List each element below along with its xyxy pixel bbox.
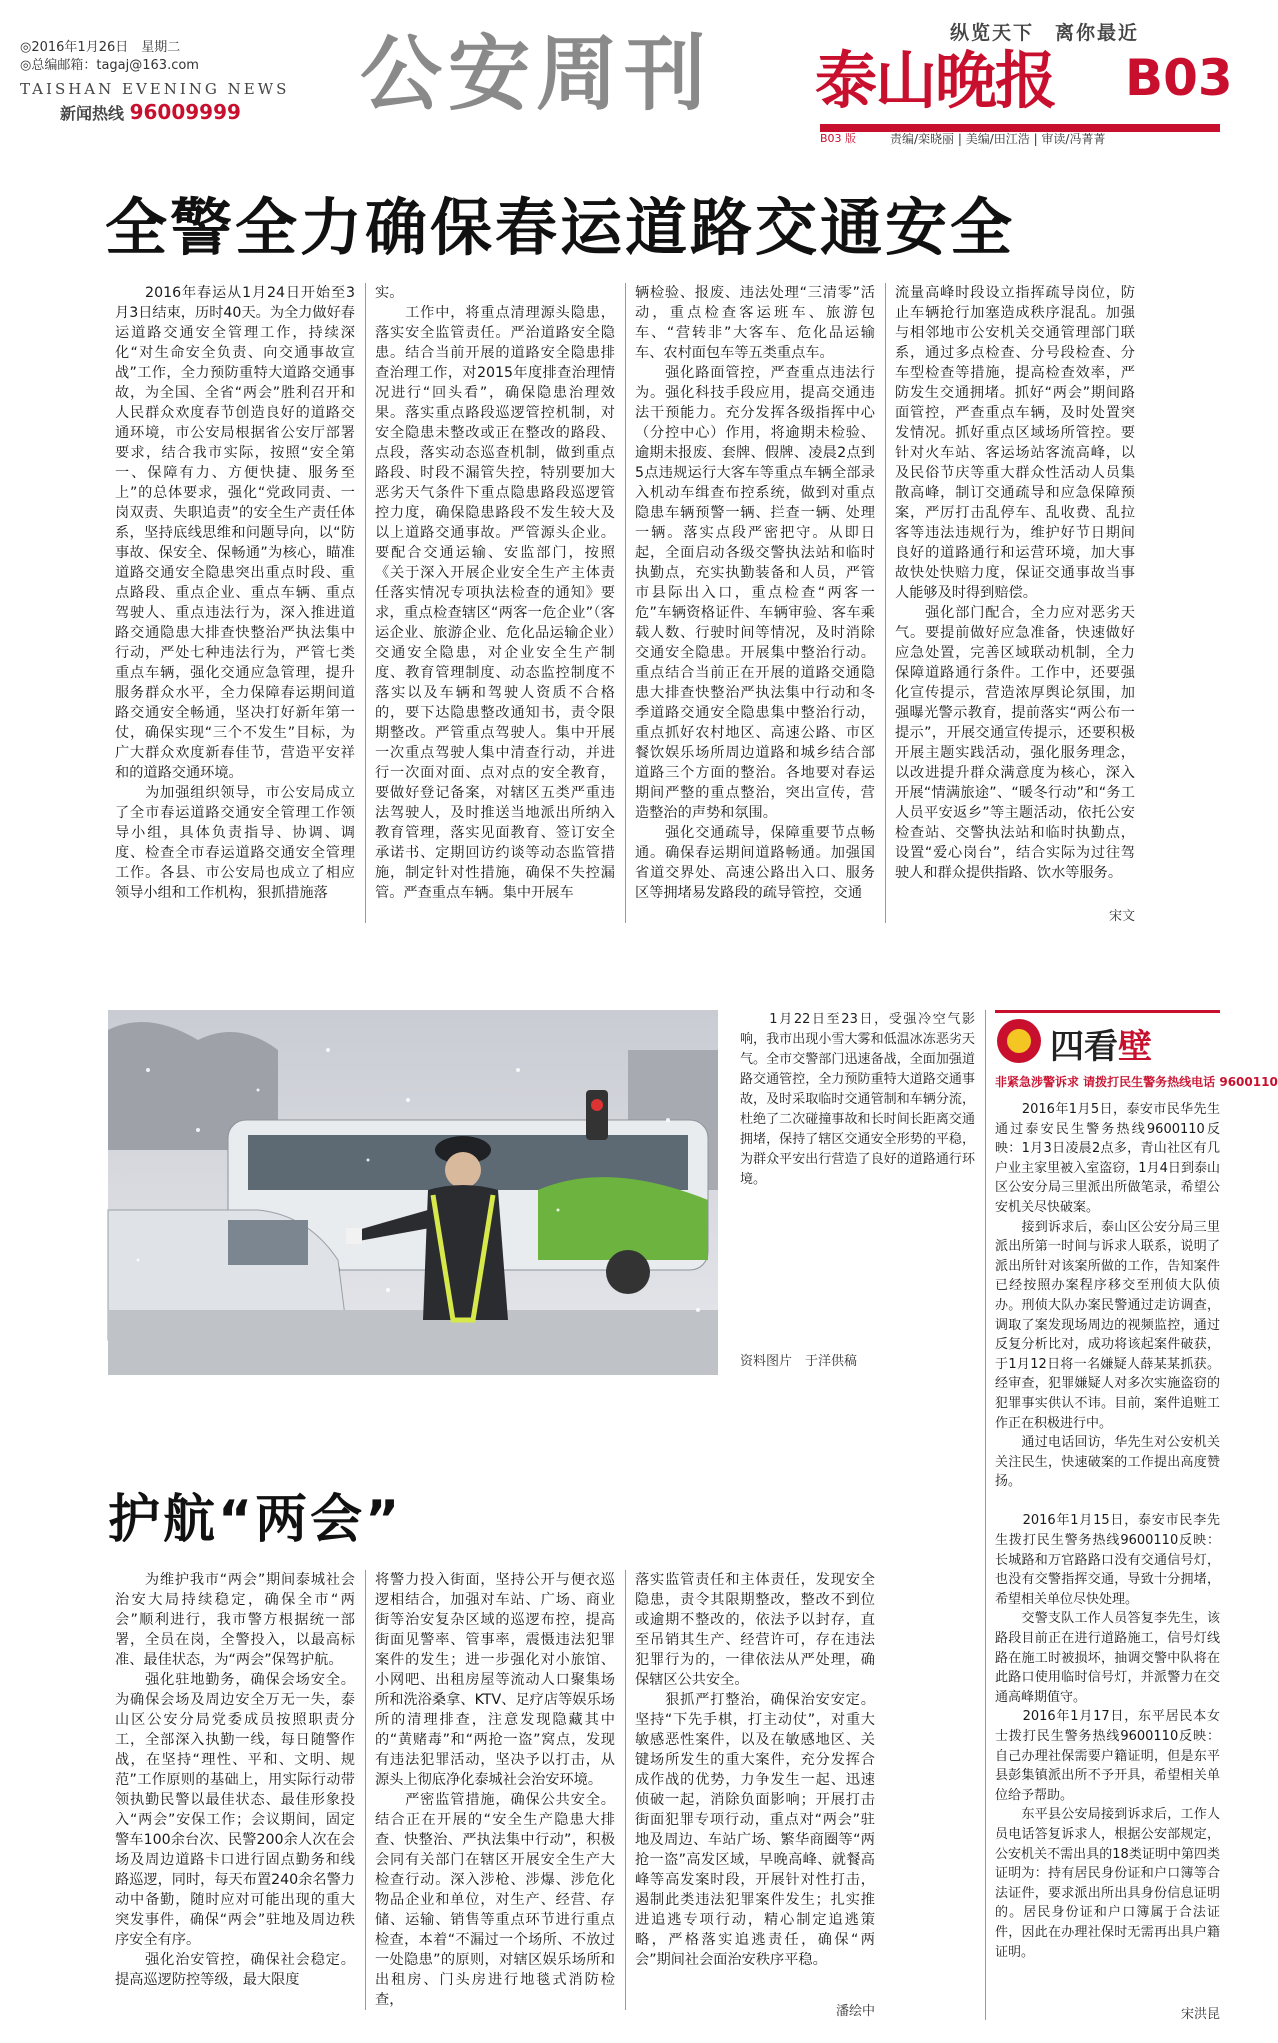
article2-column-2: 将警力投入街面，坚持公开与便衣巡逻相结合，加强对车站、广场、商业街等治安复杂区域的巡逻布控，提高街面见警率、管事率，震慑违法犯罪案件的发生；进一步强化对小旅馆、小网吧、出租房屋等流动人口聚集场所和洗浴桑拿、KTV、足疗店等娱乐场所的清理排查，注意发现隐藏其中的“黄赌毒”和“两抢一盗”窝点，发现有违法犯罪活动，坚决予以打击，从源头上彻底净化泰城社会治安环境。 严密监管措施，确保公共安全。结合正在开展的“安全生产隐患大排查、快整治、严执法集中行动”，积极会同有关部门在辖区开展安全生产大检查行动。深入涉枪、涉爆、涉危化物品企业和单位，对生产、经营、存储、运输、销售等重点环节进行重点检查，本着“不漏过一个场所、不放过一处隐患”的原则，对辖区娱乐场所和出租房、门头房进行地毯式消防检查， bbox=[375, 1572, 615, 2008]
column-divider bbox=[625, 283, 626, 923]
article2-headline: 护航“两会” bbox=[108, 1490, 403, 1550]
newspaper-logo: 泰山晚报 bbox=[815, 44, 1056, 117]
article-byline: 宋文 bbox=[1108, 909, 1135, 924]
column-divider bbox=[365, 283, 366, 923]
sidebar-body: 2016年1月5日，泰安市民华先生通过泰安民生警务热线9600110反映：1月3日凌晨2点多，青山社区有几户业主家里被入室盗窃，1月4日到泰山区公安分局三里派出所做笔录，希望公安机关尽快破案。 接到诉求后，泰山区公安分局三里派出所第一时间与诉求人联系，说明了派出所针对该案所做的工作，告知案件已经按照办案程序移交至刑侦大队侦办。刑侦大队办案民警通过走访调查，调取了案发现场周边的视频监控，通过反复分析比对，成功将该起案件破获，于1月12日将一名嫌疑人薛某某抓获。经审查，犯罪嫌疑人对多次实施盗窃的犯罪事实供认不讳。目前，案件追赃工作正在积极进行中。 通过电话回访，华先生对公安机关关注民生，快速破案的工作提出高度赞扬。 2016年1月15日，泰安市民李先生拨打民生警务热线9600110反映：长城路和万官路路口没有交通信号灯，也没有交警指挥交通，导致十分拥堵，希望相关单位尽快处理。 交警支队工作人员答复李先生，该路段目前正在进行道路施工，信号灯线路在施工时被损坏，抽调交警中队将在此路口使用临时信号灯，并派警力在交通高峰期值守。 2016年1月17日，东平居民本女士拨打民生警务热线9600110反映：自己办理社保需要户籍证明，但是东平县彭集镇派出所不予开具，希望相关单位给予帮助。 东平县公安局接到诉求后，工作人员电话答复诉求人，根据公安部规定，公安机关不需出具的18类证明中第四类证明为：持有居民身份证和户口簿等合法证件，要求派出所出具身份信息证明的。居民身份证和户口簿属于合法证件，因此在办理社保时无需再出具户籍证明。 bbox=[995, 1102, 1220, 1960]
article-column-3: 辆检验、报废、违法处理“三清零”活动，重点检查客运班车、旅游包车、“营转非”大客车、危化品运输车、农村面包车等五类重点车。 强化路面管控，严查重点违法行为。强化科技手段应用，提高交通违法干预能力。充分发挥各级指挥中心（分控中心）作用，将逾期未检验、逾期未报废、套牌、假牌、凌晨2点到5点违规运行大客车等重点车辆全部录入机动车缉查布控系统，做到对重点隐患车辆预警一辆、拦查一辆、处理一辆。落实点段严密把守。从即日起，全面启动各级交警执法站和临时执勤点，充实执勤装备和人员，严管市县际出入口，重点检查“两客一危”车辆资格证件、车辆审验、客车乘载人数、行驶时间等情况，及时消除交通安全隐患。开展集中整治行动。重点结合当前正在开展的道路交通隐患大排查快整治严执法集中行动和冬季道路交通安全隐患集中整治行动，重点抓好农村地区、高速公路、市区餐饮娱乐场所周边道路和城乡结合部道路三个方面的整治。各地要对春运期间严整的重点整治，突出宣传，营造整治的声势和氛围。 强化交通疏导，保障重要节点畅通。确保春运期间道路畅通。加强国省道交界处、高速公路出入口、服务区等拥堵易发路段的疏导管控，交通 bbox=[635, 285, 875, 901]
issue-date: ◎2016年1月26日 星期二 bbox=[20, 40, 181, 55]
editors-line: 责编/栾晓丽 | 美编/田江浩 | 审读/冯菁菁 bbox=[890, 132, 1106, 146]
publication-name: TAISHAN EVENING NEWS bbox=[20, 80, 290, 98]
sidebar-header bbox=[995, 1010, 1220, 1068]
sidebar-byline: 宋洪昆 bbox=[1180, 2007, 1220, 2022]
article2-column-1: 为维护我市“两会”期间泰城社会治安大局持续稳定，确保全市“两会”顺利进行，我市警方根据统一部署，全员在岗，全警投入，以最高标准、最佳状态，为“两会”保驾护航。 强化驻地勤务，确保会场安全。为确保会场及周边安全万无一失，泰山区公安分局党委成员按照职责分工，全部深入执勤一线，每日随警作战，在坚持“理性、平和、文明、规范”工作原则的基础上，用实际行动带领执勤民警以最佳状态、最佳形象投入“两会”安保工作；会议期间，固定警车100余台次、民警200余人次在会场及周边道路卡口进行固点勤务和线路巡逻，同时，每天布置240余名警力动中备勤，随时应对可能出现的重大突发事件，确保“两会”驻地及周边秩序安全有序。 强化治安管控，确保社会稳定。提高巡逻防控等级，最大限度 bbox=[115, 1572, 355, 1988]
news-hotline: 新闻热线 96009999 bbox=[60, 100, 241, 124]
bullet-icon: ◎ bbox=[20, 58, 32, 73]
page-number: B03 bbox=[1125, 49, 1233, 107]
article2-byline: 潘绘中 bbox=[835, 2004, 875, 2019]
article-column-2: 实。 工作中，将重点清理源头隐患，落实安全监管责任。严治道路安全隐患。结合当前开展的道路安全隐患排查治理工作，对2015年度排查治理情况进行“回头看”，确保隐患治理效果。落实重点路段巡逻管控机制，对安全隐患未整改或正在整改的路段、点段，落实动态巡查机制，做到重点路段、时段不漏管失控，特别要加大恶劣天气条件下重点隐患路段巡逻管控力度，确保隐患路段不发生较大及以上道路交通事故。严管源头企业。要配合交通运输、安监部门，按照《关于深入开展企业安全生产主体责任落实情况专项执法检查的通知》要求，重点检查辖区“两客一危企业”（客运企业、旅游企业、危化品运输企业）交通安全隐患，对企业安全生产制度、教育管理制度、动态监控制度不落实以及车辆和驾驶人资质不合格的，要下达隐患整改通知书，责令限期整改。严管重点驾驶人。集中开展一次重点驾驶人集中清查行动，并进行一次面对面、点对点的安全教育，要做好登记备案，对辖区五类严重违法驾驶人，及时推送当地派出所纳入教育管理，落实见面教育、签订安全承诺书、定期回访约谈等动态监管措施，制定针对性措施，确保不失控漏管。严查重点车辆。集中开展车 bbox=[375, 285, 615, 901]
news-photo bbox=[108, 1010, 718, 1375]
column-divider bbox=[625, 1570, 626, 2010]
article2-column-3: 落实监管责任和主体责任，发现安全隐患，责令其限期整改，整改不到位或逾期不整改的，依法予以封存，直至吊销其生产、经营许可，存在违法犯罪行为的，一律依法从严处理，确保辖区公共安全。 狠抓严打整治，确保治安安定。坚持“下先手棋，打主动仗”，对重大敏感恶性案件，以及在敏感地区、关键场所发生的重大案件，充分发挥合成作战的优势，力争发生一起、迅速侦破一起，消除负面影响；开展打击街面犯罪专项行动，重点对“两会”驻地及周边、车站广场、繁华商圈等“两抢一盗”高发区域，早晚高峰、就餐高峰等高发案时段，开展针对性打击，遏制此类违法犯罪案件发生；扎实推进追逃专项行动，精心制定追逃策略，严格落实追逃责任，确保“两会”期间社会面治安秩序平稳。 bbox=[635, 1572, 875, 1968]
column-divider bbox=[885, 283, 886, 923]
traffic-police-photo bbox=[108, 1010, 718, 1375]
column-divider bbox=[365, 1570, 366, 2010]
editor-email: ◎总编邮箱：tagaj@163.com bbox=[20, 58, 199, 73]
sidebar-tagline: 非紧急涉警诉求 请拨打民生警务热线电话 9600110 bbox=[995, 1075, 1278, 1089]
section-title: 公安周刊 bbox=[360, 27, 713, 122]
photo-caption: 1月22日至23日，受强冷空气影响，我市出现小雪大雾和低温冰冻恶劣天气。全市交警部门迅速备战，全面加强道路交通管控，全力预防重特大道路交通事故，及时采取临时交通管制和车辆分流，杜绝了二次碰撞事故和长时间长距离交通拥堵，保持了辖区交通安全形势的平稳，为群众平安出行营造了良好的道路通行环境。 bbox=[740, 1012, 975, 1187]
article-column-4: 流量高峰时段设立指挥疏导岗位，防止车辆抢行加塞造成秩序混乱。加强与相邻地市公安机关交通管理部门联系，通过多点检查、分号段检查、分车型检查等措施，提高检查效率，严防发生交通拥堵。抓好“两会”期间路面管控，严查重点车辆，及时处置突发情况。抓好重点区域场所管控。要针对火车站、客运场站客流高峰，以及民俗节庆等重大群众性活动人员集散高峰，制订交通疏导和应急保障预案，严厉打击乱停车、乱收费、乱拉客等违法违规行为，维护好节日期间良好的道路通行和运营环境，加大事故快处快赔力度，保证交通事故当事人能够及时得到赔偿。 强化部门配合，全力应对恶劣天气。要提前做好应急准备，快速做好应急处置，完善区域联动机制，全力保障道路通行条件。工作中，还要强化宣传提示，营造浓厚舆论氛围，加强曝光警示教育，提前落实“两公布一提示”，开展交通宣传提示，还要积极开展主题实践活动，强化服务理念，以改进提升群众满意度为核心，深入开展“情满旅途”、“暖冬行动”和“务工人员平安返乡”等主题活动，依托公安检查站、交警执法站和临时执勤点，设置“爱心岗台”，结合实际为过往驾驶人和群众提供指路、饮水等服务。 bbox=[895, 285, 1135, 881]
article-column-1: 2016年春运从1月24日开始至3月3日结束，历时40天。为全力做好春运道路交通安全管理工作，持续深化“对生命安全负责、向交通事故宣战”工作，全力预防重特大道路交通事故，为全国、全省“两会”胜利召开和人民群众欢度春节创造良好的道路交通环境，市公安局根据省公安厅部署要求，结合我市实际，按照“安全第一、保障有力、方便快捷、服务至上”的总体要求，强化“党政同责、一岗双责、失职追责”的安全生产责任体系，坚持底线思维和问题导向，以“防事故、保安全、保畅通”为核心，瞄准道路交通安全隐患突出重点时段、重点路段、重点企业、重点车辆、重点驾驶人、重点违法行为，深入推进道路交通隐患大排查快整治严执法集中行动，严处七种违法行为，严管七类重点车辆，强化交通应急管理，提升服务群众水平，全力保障春运期间道路交通安全畅通，坚决打好新年第一仗，确保实现“三个不发生”目标，为广大群众欢度新春佳节，营造平安祥和的道路交通环境。 为加强组织领导，市公安局成立了全市春运道路交通安全管理工作领导小组，具体负责指导、协调、调度、检查全市春运道路交通安全管理工作。各县、市公安局也成立了相应领导小组和工作机构，狠抓措施落 bbox=[115, 285, 355, 901]
slogan: 纵览天下 离你最近 bbox=[950, 22, 1140, 44]
page-edition-label: B03 版 bbox=[820, 132, 857, 145]
sidebar-divider bbox=[985, 1010, 986, 2020]
article-headline: 全警全力确保春运道路交通安全 bbox=[105, 191, 1016, 264]
photo-credit: 资料图片 于洋供稿 bbox=[740, 1354, 858, 1369]
police-badge-icon bbox=[997, 1019, 1041, 1063]
bullet-icon: ◎ bbox=[20, 40, 32, 55]
sidebar-title: 四看壁 bbox=[1050, 1027, 1152, 1067]
